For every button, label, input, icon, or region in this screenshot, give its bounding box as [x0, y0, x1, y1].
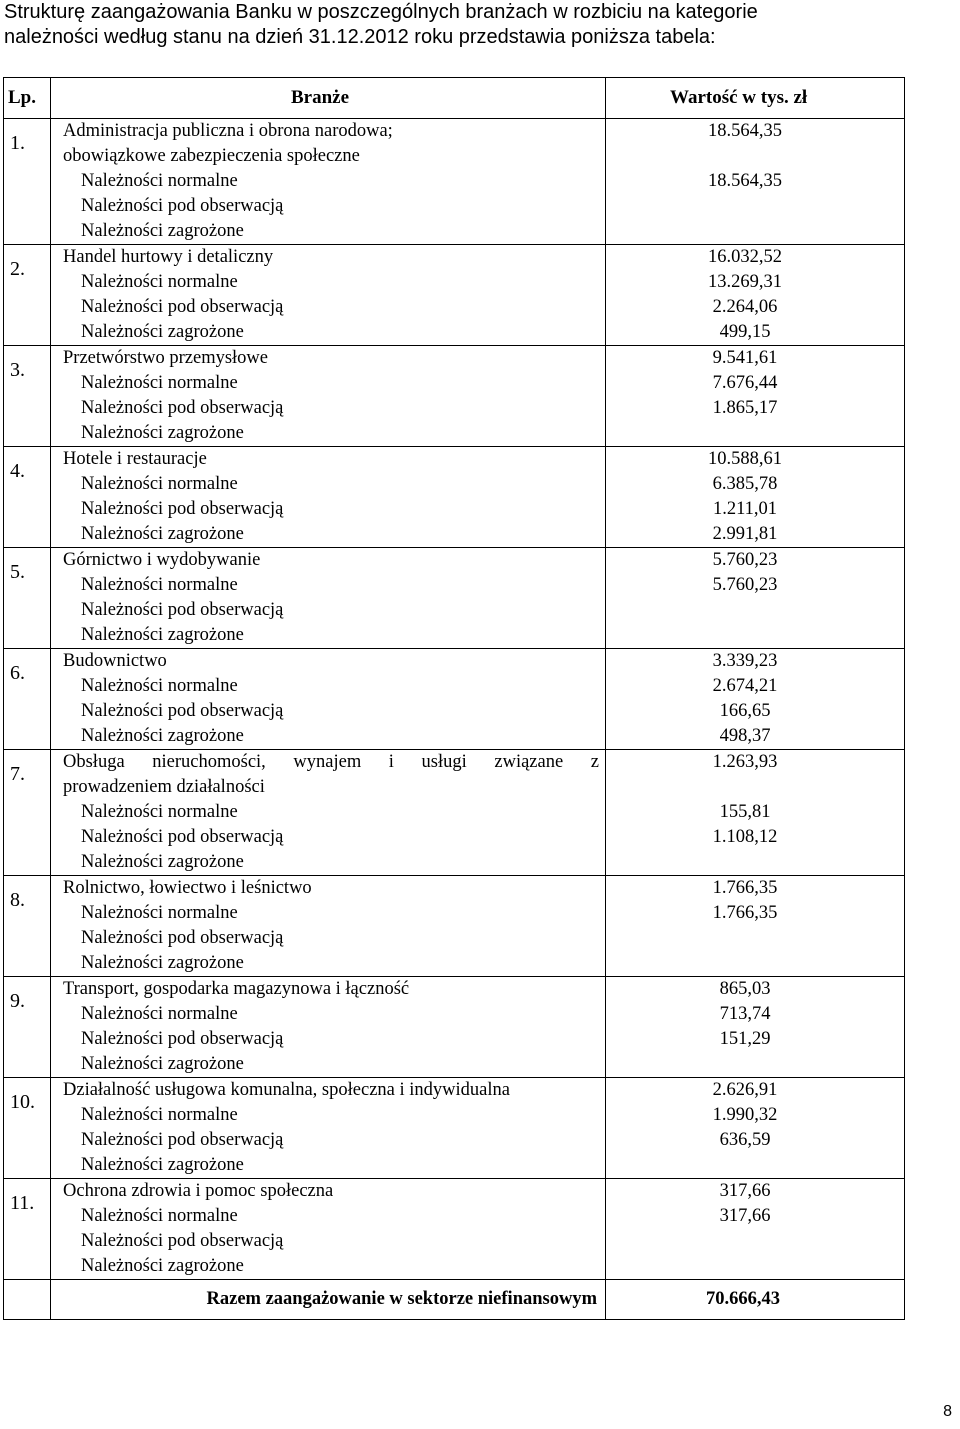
table-row [4, 346, 905, 447]
industry-name: Rolnictwo, łowiectwo i leśnictwo [63, 878, 312, 898]
table-row [4, 977, 905, 1078]
receivable-category-label: Należności pod obserwacją [81, 297, 284, 317]
receivable-category-value: 317,66 [719, 1206, 771, 1226]
industry-name: Działalność usługowa komunalna, społeczna i indywidualna [63, 1080, 510, 1100]
receivable-category-label: Należności pod obserwacją [81, 1130, 284, 1150]
row-lp: 11. [4, 1179, 51, 1280]
receivable-category-value [606, 1254, 880, 1279]
receivable-category-value: 2.991,81 [712, 524, 778, 544]
receivable-category-label: Należności pod obserwacją [81, 196, 284, 216]
value-spacer [606, 775, 880, 800]
industry-total-value: 865,03 [719, 979, 771, 999]
industry-name: Handel hurtowy i detaliczny [63, 247, 274, 267]
row-lp: 8. [4, 876, 51, 977]
industry-name: Ochrona zdrowia i pomoc społeczna [63, 1181, 334, 1201]
receivable-category-label: Należności zagrożone [81, 322, 244, 342]
receivable-category-value: 2.674,21 [712, 676, 778, 696]
table-row [4, 447, 905, 548]
row-industry-cell [51, 876, 606, 977]
row-value-cell [606, 1179, 905, 1280]
receivable-category-value [606, 1229, 880, 1254]
industry-total-value: 9.541,61 [712, 348, 778, 368]
receivable-category-value: 18.564,35 [708, 171, 782, 191]
total-lp-cell [4, 1280, 51, 1320]
total-row [4, 1280, 905, 1320]
row-value-cell [606, 447, 905, 548]
receivable-category-label: Należności pod obserwacją [81, 827, 284, 847]
industry-total-value: 1.263,93 [712, 752, 778, 772]
intro-line-2: należności według stanu na dzień 31.12.2012 roku przedstawia poniższa tabela: [4, 26, 716, 48]
table-row [4, 119, 905, 245]
row-value-cell [606, 548, 905, 649]
receivable-category-label: Należności zagrożone [81, 726, 244, 746]
receivable-category-value: 1.108,12 [712, 827, 778, 847]
receivable-category-value: 151,29 [719, 1029, 771, 1049]
table-row [4, 548, 905, 649]
row-lp: 4. [4, 447, 51, 548]
table-row [4, 876, 905, 977]
row-industry-cell [51, 977, 606, 1078]
receivable-category-value [606, 926, 880, 951]
row-value-cell [606, 119, 905, 245]
row-industry-cell [51, 346, 606, 447]
industry-total-value: 1.766,35 [712, 878, 778, 898]
receivable-category-label: Należności normalne [81, 272, 238, 292]
row-industry-cell [51, 245, 606, 346]
receivable-category-value [606, 1153, 880, 1178]
row-value-cell [606, 245, 905, 346]
receivable-category-value [606, 623, 880, 648]
receivable-category-label: Należności zagrożone [81, 953, 244, 973]
row-lp: 6. [4, 649, 51, 750]
row-value-cell [606, 750, 905, 876]
receivable-category-value: 1.865,17 [712, 398, 778, 418]
industry-total-value: 10.588,61 [708, 449, 782, 469]
receivable-category-value: 498,37 [719, 726, 771, 746]
row-value-cell [606, 1078, 905, 1179]
receivable-category-value: 7.676,44 [712, 373, 778, 393]
receivable-category-value [606, 194, 880, 219]
row-lp: 3. [4, 346, 51, 447]
row-industry-cell [51, 119, 606, 245]
header-lp: Lp. [4, 78, 51, 119]
value-spacer [606, 144, 880, 169]
table-row [4, 750, 905, 876]
receivable-category-label: Należności zagrożone [81, 1256, 244, 1276]
receivable-category-label: Należności normalne [81, 171, 238, 191]
receivable-category-label: Należności pod obserwacją [81, 701, 284, 721]
receivable-category-label: Należności normalne [81, 1004, 238, 1024]
table-body [4, 119, 905, 1280]
industry-name: Przetwórstwo przemysłowe [63, 348, 268, 368]
industry-name: prowadzeniem działalności [63, 777, 265, 797]
industry-total-value: 3.339,23 [712, 651, 778, 671]
row-lp: 5. [4, 548, 51, 649]
row-industry-cell [51, 1078, 606, 1179]
industry-total-value: 317,66 [719, 1181, 771, 1201]
industry-total-value: 16.032,52 [708, 247, 782, 267]
industry-name: Górnictwo i wydobywanie [63, 550, 261, 570]
industry-name: Budownictwo [63, 651, 167, 671]
receivable-category-label: Należności pod obserwacją [81, 928, 284, 948]
row-lp: 7. [4, 750, 51, 876]
receivable-category-value: 713,74 [719, 1004, 771, 1024]
row-lp: 10. [4, 1078, 51, 1179]
row-lp: 9. [4, 977, 51, 1078]
receivable-category-value: 155,81 [719, 802, 771, 822]
receivable-category-label: Należności normalne [81, 474, 238, 494]
receivable-category-label: Należności normalne [81, 1105, 238, 1125]
receivable-category-label: Należności pod obserwacją [81, 398, 284, 418]
receivable-category-label: Należności zagrożone [81, 221, 244, 241]
receivable-category-value: 1.766,35 [712, 903, 778, 923]
receivable-category-value [606, 421, 880, 446]
industry-exposure-table [3, 77, 905, 1320]
receivable-category-label: Należności pod obserwacją [81, 1029, 284, 1049]
intro-text [4, 0, 944, 50]
receivable-category-label: Należności normalne [81, 802, 238, 822]
industry-name: Transport, gospodarka magazynowa i łączność [63, 979, 410, 999]
receivable-category-label: Należności zagrożone [81, 625, 244, 645]
receivable-category-label: Należności normalne [81, 1206, 238, 1226]
table-row [4, 649, 905, 750]
receivable-category-label: Należności pod obserwacją [81, 1231, 284, 1251]
receivable-category-label: Należności zagrożone [81, 1054, 244, 1074]
receivable-category-value: 499,15 [719, 322, 771, 342]
receivable-category-label: Należności zagrożone [81, 423, 244, 443]
receivable-category-value [606, 951, 880, 976]
receivable-category-label: Należności zagrożone [81, 852, 244, 872]
receivable-category-value: 166,65 [719, 701, 771, 721]
industry-name: Hotele i restauracje [63, 449, 207, 469]
receivable-category-value: 6.385,78 [712, 474, 778, 494]
receivable-category-value: 5.760,23 [712, 575, 778, 595]
table-row [4, 1179, 905, 1280]
page-number: 8 [943, 1403, 952, 1420]
row-industry-cell [51, 548, 606, 649]
row-lp: 2. [4, 245, 51, 346]
table-row [4, 245, 905, 346]
intro-line-1: Strukturę zaangażowania Banku w poszczególnych branżach w rozbiciu na kategorie [4, 1, 758, 23]
row-industry-cell [51, 447, 606, 548]
receivable-category-value: 2.264,06 [712, 297, 778, 317]
row-industry-cell [51, 649, 606, 750]
row-value-cell [606, 977, 905, 1078]
receivable-category-label: Należności pod obserwacją [81, 499, 284, 519]
receivable-category-label: Należności normalne [81, 903, 238, 923]
total-label: Razem zaangażowanie w sektorze niefinansowym [51, 1280, 606, 1320]
industry-total-value: 2.626,91 [712, 1080, 778, 1100]
receivable-category-label: Należności zagrożone [81, 524, 244, 544]
industry-name: obowiązkowe zabezpieczenia społeczne [63, 146, 360, 166]
receivable-category-value [606, 598, 880, 623]
row-lp: 1. [4, 119, 51, 245]
row-value-cell [606, 876, 905, 977]
row-industry-cell [51, 750, 606, 876]
row-value-cell [606, 346, 905, 447]
row-industry-cell [51, 1179, 606, 1280]
receivable-category-value [606, 1052, 880, 1077]
industry-name: Obsługa nieruchomości, wynajem i usługi związane z [63, 752, 599, 772]
receivable-category-value: 1.211,01 [712, 499, 778, 519]
table-header-row [4, 78, 905, 119]
header-wartosc: Wartość w tys. zł [606, 78, 905, 119]
receivable-category-label: Należności normalne [81, 373, 238, 393]
industry-total-value: 18.564,35 [708, 121, 782, 141]
receivable-category-value: 636,59 [719, 1130, 771, 1150]
receivable-category-label: Należności normalne [81, 575, 238, 595]
industry-total-value: 5.760,23 [712, 550, 778, 570]
table-row [4, 1078, 905, 1179]
receivable-category-value [606, 219, 880, 244]
receivable-category-value: 1.990,32 [712, 1105, 778, 1125]
receivable-category-value: 13.269,31 [708, 272, 782, 292]
header-branze: Branże [51, 78, 606, 119]
industry-name: Administracja publiczna i obrona narodowa; [63, 121, 393, 141]
receivable-category-value [606, 850, 880, 875]
total-value: 70.666,43 [606, 1280, 905, 1320]
row-value-cell [606, 649, 905, 750]
receivable-category-label: Należności zagrożone [81, 1155, 244, 1175]
receivable-category-label: Należności pod obserwacją [81, 600, 284, 620]
receivable-category-label: Należności normalne [81, 676, 238, 696]
